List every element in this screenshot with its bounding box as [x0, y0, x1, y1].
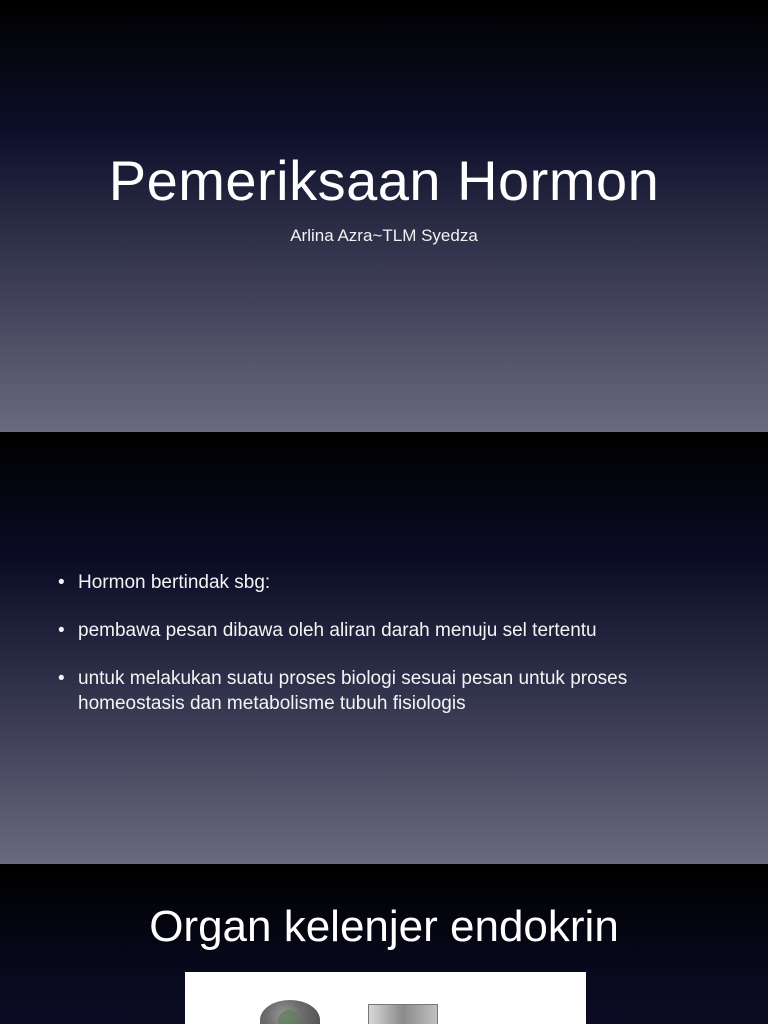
slide-heading: Organ kelenjer endokrin [149, 902, 619, 951]
bullet-item [58, 666, 708, 716]
slide-title [0, 0, 768, 432]
endocrine-diagram-image [185, 972, 586, 1024]
bullet-text: Hormon bertindak sbg: [78, 572, 271, 593]
gland-cross-section-illustration [368, 1004, 438, 1024]
bullet-marker: • [58, 572, 65, 593]
slide-endocrine-organs [0, 864, 768, 1024]
bullet-item [58, 618, 708, 643]
slide-hormone-role [0, 432, 768, 864]
presentation-subtitle: Arlina Azra~TLM Syedza [290, 226, 478, 245]
presentation-title: Pemeriksaan Hormon [108, 149, 660, 212]
bullet-list [58, 570, 708, 739]
bullet-text: pembawa pesan dibawa oleh aliran darah menuju sel tertentu [78, 620, 597, 641]
bullet-text: untuk melakukan suatu proses biologi sesuai pesan untuk proses homeostasis dan metabolisme tubuh fisiologis [78, 668, 628, 714]
bullet-item [58, 570, 708, 595]
gland-highlight [278, 1010, 300, 1024]
bullet-marker: • [58, 668, 65, 689]
brain-illustration [260, 1000, 320, 1024]
bullet-marker: • [58, 620, 65, 641]
